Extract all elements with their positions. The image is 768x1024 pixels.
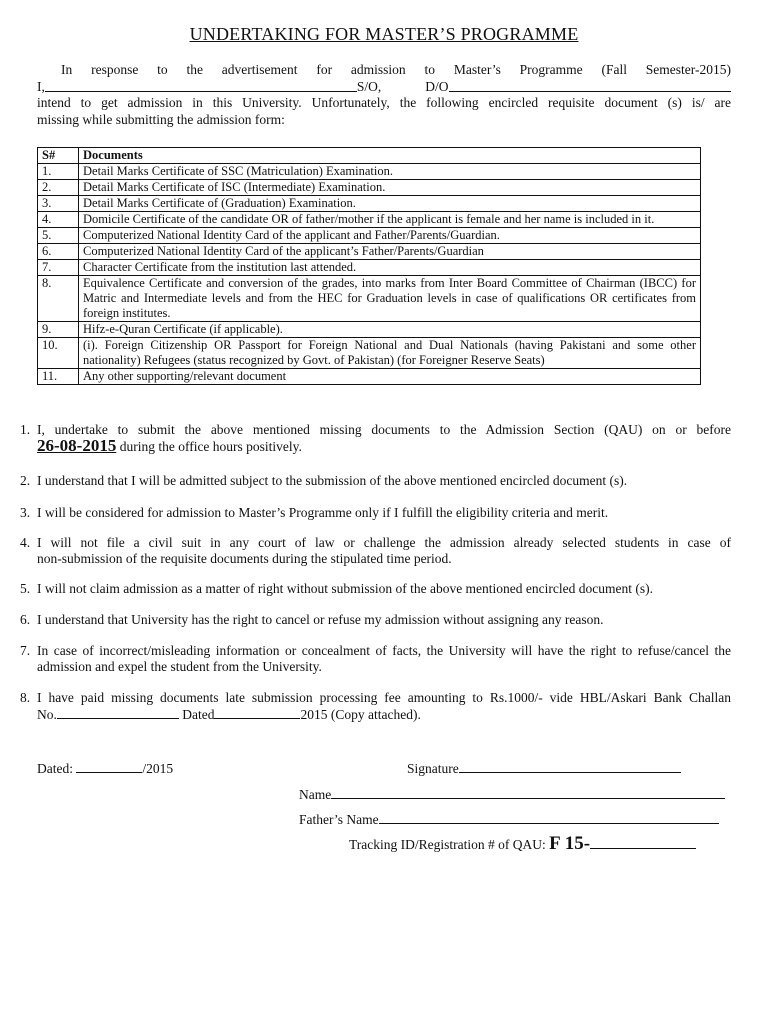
parent-name-field[interactable]	[449, 79, 731, 92]
applicant-name-field[interactable]	[45, 79, 357, 92]
row-document: Detail Marks Certificate of ISC (Intermediate) Examination.	[79, 180, 701, 196]
name-row: Name	[299, 786, 725, 803]
table-row	[38, 338, 701, 369]
intro-paragraph	[37, 62, 731, 128]
intro-line-1: In response to the advertisement for admission to Master’s Programme (Fall Semester-2015)	[61, 62, 731, 77]
intro-line-2	[37, 79, 731, 96]
list-item: 2. I understand that I will be admitted subject to the submission of the above mentioned encircled document (s).	[20, 473, 628, 488]
row-serial: 7.	[38, 260, 79, 276]
table-row	[38, 212, 701, 228]
signature-row: Signature	[407, 760, 681, 777]
row-serial: 2.	[38, 180, 79, 196]
intro-line-4: missing while submitting the admission form:	[37, 111, 285, 127]
row-serial: 10.	[38, 338, 79, 369]
deadline-date: 26-08-2015	[37, 436, 117, 455]
table-row	[38, 180, 701, 196]
fathers-name-field[interactable]	[379, 811, 719, 824]
row-serial: 3.	[38, 196, 79, 212]
row-serial: 5.	[38, 228, 79, 244]
table-row	[38, 228, 701, 244]
row-serial: 4.	[38, 212, 79, 228]
header-serial: S#	[38, 148, 79, 164]
row-document: Equivalence Certificate and conversion of the grades, into marks from Inter Board Committee of Chairman (IBCC) for Matric and Intermediate levels and from the HEC for Graduation levels in case of qualifications OR certificates from foreign institutes.	[79, 276, 701, 322]
row-serial: 11.	[38, 369, 79, 385]
name-field[interactable]	[331, 786, 725, 799]
do-label: D/O	[425, 78, 449, 94]
challan-date-field[interactable]	[214, 706, 300, 719]
list-item: 3. I will be considered for admission to Master’s Programme only if I fulfill the eligibility criteria and merit.	[20, 505, 609, 520]
intro-line-3: intend to get admission in this University. Unfortunately, the following encircled requisite document (s) is/ are	[37, 95, 731, 110]
row-document: Detail Marks Certificate of SSC (Matriculation) Examination.	[79, 164, 701, 180]
row-serial: 1.	[38, 164, 79, 180]
tracking-row: Tracking ID/Registration # of QAU: F 15-	[349, 836, 696, 853]
header-documents: Documents	[79, 148, 701, 164]
row-serial: 6.	[38, 244, 79, 260]
signature-field[interactable]	[459, 760, 681, 773]
dated-field[interactable]	[76, 760, 142, 773]
row-document: Character Certificate from the institution last attended.	[79, 260, 701, 276]
challan-number-field[interactable]	[57, 706, 179, 719]
row-document: Detail Marks Certificate of (Graduation) Examination.	[79, 196, 701, 212]
row-document: Hifz-e-Quran Certificate (if applicable).	[79, 322, 701, 338]
list-item: 1. I, undertake to submit the above mentioned missing documents to the Admission Section (QAU) on or before 26-08-2015 during the office hours positively.	[20, 422, 731, 455]
list-item: 8. I have paid missing documents late submission processing fee amounting to Rs.1000/- vide HBL/Askari Bank Challan No. Dated 2015 (Copy attached).	[20, 690, 731, 722]
table-row	[38, 196, 701, 212]
table-row	[38, 164, 701, 180]
page-title: UNDERTAKING FOR MASTER’S PROGRAMME	[189, 24, 579, 44]
row-document: Any other supporting/relevant document	[79, 369, 701, 385]
row-document: Domicile Certificate of the candidate OR of father/mother if the applicant is female and her name is included in it.	[79, 212, 701, 228]
table-row	[38, 260, 701, 276]
list-item: 6. I understand that University has the right to cancel or refuse my admission without assigning any reason.	[20, 612, 604, 627]
row-document: (i). Foreign Citizenship OR Passport for Foreign National and Dual Nationals (having Pakistani and some other nationality) Refugees (status recognized by Govt. of Pakistan) (for Foreigner Reserve Seats)	[79, 338, 701, 369]
tracking-id-field[interactable]	[590, 836, 696, 849]
table-row	[38, 369, 701, 385]
tracking-prefix: F 15-	[549, 833, 591, 854]
row-document: Computerized National Identity Card of the applicant’s Father/Parents/Guardian	[79, 244, 701, 260]
so-label: S/O,	[356, 78, 382, 94]
documents-table	[37, 147, 701, 385]
table-row	[38, 276, 701, 322]
row-serial: 9.	[38, 322, 79, 338]
row-serial: 8.	[38, 276, 79, 322]
dated-row: Dated: /2015	[37, 761, 174, 776]
fathers-name-row: Father’s Name	[299, 811, 719, 828]
row-document: Computerized National Identity Card of the applicant and Father/Parents/Guardian.	[79, 228, 701, 244]
table-row	[38, 244, 701, 260]
table-row	[38, 322, 701, 338]
list-item: 7. In case of incorrect/misleading information or concealment of facts, the University will have the right to refuse/cancel the admission and expel the student from the University.	[20, 643, 731, 674]
list-item: 5. I will not claim admission as a matter of right without submission of the above mentioned encircled document (s).	[20, 581, 653, 596]
i-prefix: I,	[37, 78, 45, 94]
list-item: 4. I will not file a civil suit in any court of law or challenge the admission already selected students in case of non-submission of the requisite documents during the stipulated time period.	[20, 535, 731, 566]
